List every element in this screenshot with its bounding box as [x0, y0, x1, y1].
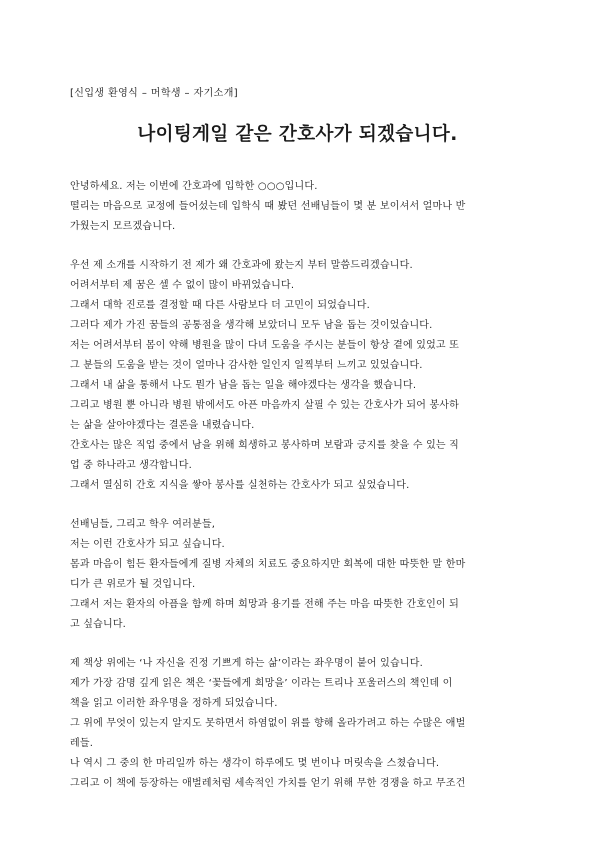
text-line: 그리고 병원 뿐 아니라 병원 밖에서도 아픈 마음까지 살필 수 있는 간호사가 되어 봉사하: [70, 400, 460, 411]
text-line: 책을 읽고 이러한 좌우명을 정하게 되었습니다.: [70, 698, 278, 709]
text-line: 그리고 이 책에 등장하는 애벌레처럼 세속적인 가치를 얻기 위해 무한 경쟁을 하고 무조건: [70, 778, 466, 789]
document-title: 나이팅게일 같은 간호사가 되겠습니다.: [137, 124, 458, 145]
text-line: 제 책상 위에는 ‘나 자신을 진정 기쁘게 하는 삶’이라는 좌우명이 붙어 있습니다.: [70, 658, 423, 669]
text-line: 몸과 마음이 힘든 환자들에게 질병 자체의 치료도 중요하지만 회복에 대한 따뜻한 말 한마: [70, 559, 466, 570]
document-body: [70, 177, 528, 813]
text-line: 그래서 열심히 간호 지식을 쌓아 봉사를 실천하는 간호사가 되고 싶었습니다.: [70, 480, 410, 491]
text-line: 선배님들, 그리고 학우 여러분들,: [70, 519, 216, 530]
text-line: 고 싶습니다.: [70, 619, 127, 630]
paragraph: [70, 654, 528, 794]
text-line: 간호사는 많은 직업 중에서 남을 위해 희생하고 봉사하며 보람과 긍지를 찾을 수 있는 직: [70, 440, 460, 451]
text-line: 레들.: [70, 738, 94, 749]
text-line: 떨리는 마음으로 교정에 들어섰는데 입학식 때 봤던 선배님들이 몇 분 보이셔서 얼마나 반: [70, 201, 466, 212]
text-line: 그래서 내 삶을 통해서 나도 뭔가 남을 돕는 일을 해야겠다는 생각을 했습니다.: [70, 380, 417, 391]
text-line: 그러다 제가 가진 꿈들의 공통점을 생각해 보았더니 모두 남을 돕는 것이었습니다.: [70, 320, 433, 331]
text-line: 디가 큰 위로가 될 것입니다.: [70, 579, 196, 590]
text-line: 그 분들의 도움을 받는 것이 얼마나 감사한 일인지 일찍부터 느끼고 있었습니다.: [70, 360, 423, 371]
text-line: 안녕하세요. 저는 이번에 간호과에 입학한 ○○○입니다.: [70, 181, 318, 192]
document-header: [신입생 환영식 – 머학생 – 자기소개]: [70, 88, 239, 99]
text-line: 제가 가장 감명 깊게 읽은 책은 ‘꽃들에게 희망을’ 이라는 트리나 포울러스의 책인데 이: [70, 678, 453, 689]
paragraph: [70, 177, 528, 237]
text-line: 업 중 하나라고 생각합니다.: [70, 460, 192, 471]
paragraph: [70, 515, 528, 635]
text-line: 어려서부터 제 꿈은 셀 수 없이 많이 바뀌었습니다.: [70, 280, 295, 291]
text-line: 우선 제 소개를 시작하기 전 제가 왜 간호과에 왔는지 부터 말씀드리겠습니다.: [70, 260, 413, 271]
text-line: 나 역시 그 중의 한 마리일까 하는 생각이 하루에도 몇 번이나 머릿속을 스쳤습니다.: [70, 758, 440, 769]
paragraph: [70, 256, 528, 496]
text-line: 저는 어려서부터 몸이 약해 병원을 많이 다녀 도움을 주시는 분들이 항상 곁에 있었고 또: [70, 340, 460, 351]
text-line: 저는 이런 간호사가 되고 싶습니다.: [70, 539, 225, 550]
text-line: 그래서 저는 환자의 아픔을 함께 하며 희망과 용기를 전해 주는 마음 따뜻한 간호인이 되: [70, 599, 460, 610]
text-line: 가웠는지 모르겠습니다.: [70, 221, 176, 232]
text-line: 그 위에 무엇이 있는지 알지도 못하면서 하염없이 위를 향해 올라가려고 하는 수많은 애벌: [70, 718, 466, 729]
text-line: 그래서 대학 진로를 결정할 때 다른 사람보다 더 고민이 되었습니다.: [70, 300, 371, 311]
text-line: 는 삶을 살아야겠다는 결론을 내렸습니다.: [70, 420, 255, 431]
